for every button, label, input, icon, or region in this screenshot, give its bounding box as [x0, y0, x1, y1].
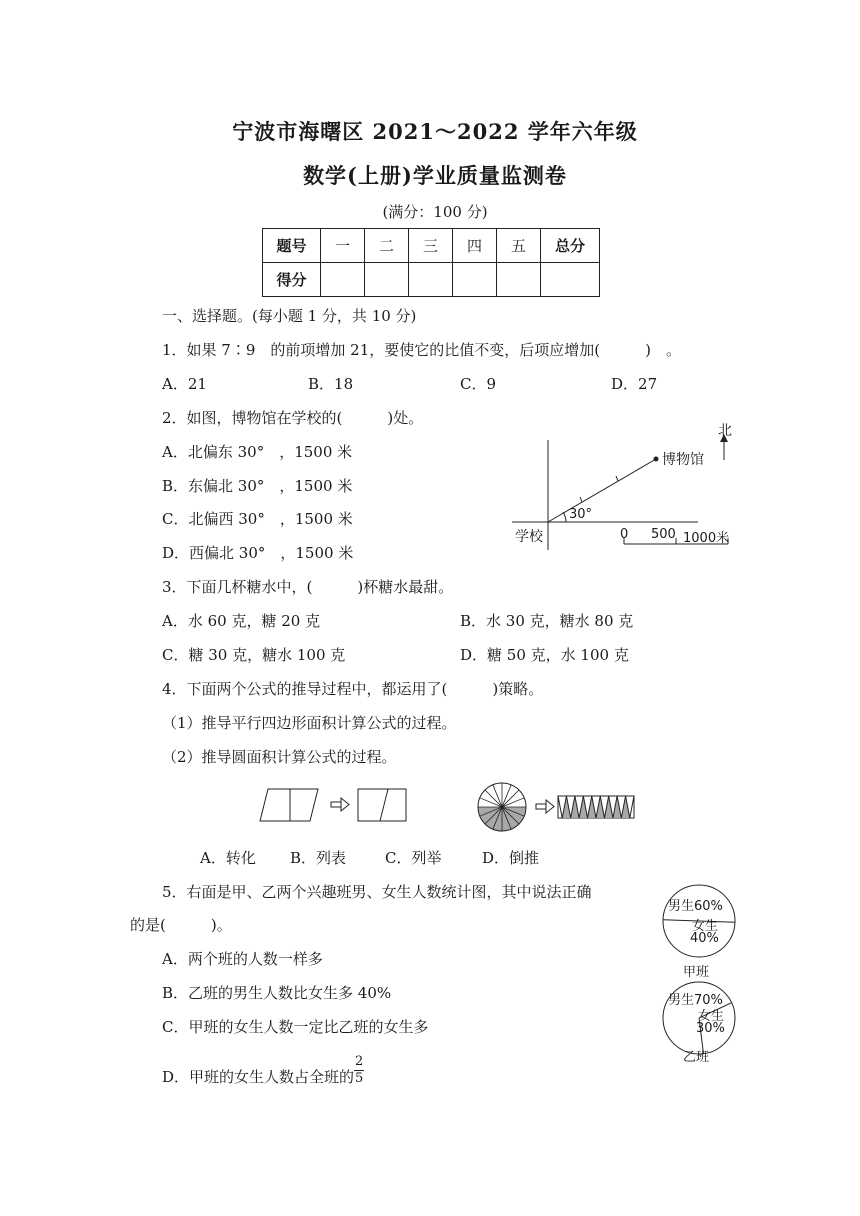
circle-transform-diagram: [474, 782, 644, 832]
q4-option-d[interactable]: D．倒推: [482, 849, 540, 867]
pie-jia-male-label: 男生60%: [668, 899, 723, 914]
tick-mark: [580, 497, 582, 502]
scale-label-0: 0: [620, 527, 629, 542]
table-cell: 四: [453, 229, 497, 263]
table-cell: 三: [409, 229, 453, 263]
pie-jia-female-label: 女生: [692, 919, 719, 934]
north-label: 北: [718, 423, 732, 439]
q2-stem: 2．如图，博物馆在学校的( )处。: [162, 409, 424, 427]
score-table-score-row: [263, 263, 600, 297]
score-input-cell[interactable]: [409, 263, 453, 297]
q4-stem: 4．下面两个公式的推导过程中，都运用了( )策略。: [162, 680, 544, 698]
table-cell: 总分: [541, 229, 600, 263]
q3-option-b[interactable]: B．水 30 克，糖水 80 克: [460, 612, 634, 630]
q5-stem-line-2: 的是( )。: [130, 916, 232, 934]
q3-option-c[interactable]: C．糖 30 克，糖水 100 克: [162, 646, 346, 664]
q5-option-c[interactable]: C．甲班的女生人数一定比乙班的女生多: [162, 1018, 429, 1036]
arrow-icon: [331, 798, 349, 811]
q2-option-c[interactable]: C．北偏西 30° ，1500 米: [162, 510, 353, 528]
table-cell: 得分: [263, 263, 321, 297]
q3-option-a[interactable]: A．水 60 克，糖 20 克: [162, 612, 321, 630]
pie-jia-female-pct: 40%: [690, 931, 719, 946]
q1-option-c[interactable]: C．9: [460, 375, 497, 393]
q4-option-b[interactable]: B．列表: [290, 849, 347, 867]
q1-stem: 1．如果 7∶9 的前项增加 21，要使它的比值不变，后项应增加( ) 。: [162, 341, 681, 359]
q5-option-d[interactable]: [162, 1053, 364, 1087]
q3-option-d[interactable]: D．糖 50 克，水 100 克: [460, 646, 629, 664]
scale-label-500: 500: [651, 527, 676, 542]
title-line-1: 宁波市海曙区 2021～2022 学年六年级: [232, 119, 638, 144]
pie-yi-female-pct: 30%: [696, 1021, 725, 1036]
q5-option-d-text: D．甲班的女生人数占全班的: [162, 1068, 355, 1086]
q1-option-d[interactable]: D．27: [611, 375, 658, 393]
pie-yi-male-label: 男生70%: [668, 993, 723, 1008]
rearranged-sectors: [558, 796, 634, 818]
q5-stem-line-1: 5．右面是甲、乙两个兴趣班男、女生人数统计图，其中说法正确: [162, 883, 592, 901]
q4-option-a[interactable]: A．转化: [200, 849, 256, 867]
fraction-numerator: 2: [355, 1053, 364, 1069]
q4-item-2: （2）推导圆面积计算公式的过程。: [162, 748, 397, 766]
q2-option-b[interactable]: B．东偏北 30° ，1500 米: [162, 477, 353, 495]
score-table-header-row: [263, 229, 600, 263]
pie-yi-name: 乙班: [683, 1050, 710, 1065]
table-cell: 一: [321, 229, 365, 263]
q4-option-c[interactable]: C．列举: [385, 849, 442, 867]
score-input-cell[interactable]: [497, 263, 541, 297]
parallelogram-transform-diagram: [258, 786, 418, 826]
fraction-denominator: 5: [355, 1070, 364, 1086]
school-label: 学校: [515, 529, 543, 545]
score-input-cell[interactable]: [321, 263, 365, 297]
divided-circle: [478, 783, 526, 831]
score-input-cell[interactable]: [453, 263, 497, 297]
q2-option-d[interactable]: D．西偏北 30° ，1500 米: [162, 544, 354, 562]
school-museum-line: [548, 459, 656, 522]
q4-item-1: （1）推导平行四边形面积计算公式的过程。: [162, 714, 457, 732]
section-1-heading: 一、选择题。(每小题 1 分，共 10 分): [162, 307, 417, 325]
angle-label: 30°: [569, 507, 593, 522]
table-cell: 五: [497, 229, 541, 263]
full-score-note: (满分：100 分): [382, 203, 488, 221]
q5-option-a[interactable]: A．两个班的人数一样多: [162, 950, 323, 968]
title-line-2: 数学(上册)学业质量监测卷: [303, 163, 567, 188]
angle-arc: [563, 512, 566, 522]
scale-label-1000: 1000米: [683, 531, 730, 546]
museum-point: [654, 457, 659, 462]
score-table: [262, 228, 600, 297]
parallelogram-shape: [260, 789, 318, 821]
museum-label: 博物馆: [662, 452, 704, 468]
score-input-cell[interactable]: [541, 263, 600, 297]
score-input-cell[interactable]: [365, 263, 409, 297]
rectangle-shape: [358, 789, 406, 821]
q3-stem: 3．下面几杯糖水中，( )杯糖水最甜。: [162, 578, 454, 596]
pie-yi-female-label: 女生: [698, 1009, 725, 1024]
q2-option-a[interactable]: A．北偏东 30° ，1500 米: [162, 443, 353, 461]
tick-mark: [616, 476, 618, 481]
fraction: [354, 1054, 364, 1087]
q1-option-a[interactable]: A．21: [162, 375, 207, 393]
q1-option-b[interactable]: B．18: [308, 375, 354, 393]
q5-option-b[interactable]: B．乙班的男生人数比女生多 40%: [162, 984, 392, 1002]
rectangle-divider-slant: [380, 789, 388, 821]
arrow-icon: [536, 800, 554, 813]
table-cell: 二: [365, 229, 409, 263]
table-cell: 题号: [263, 229, 321, 263]
pie-jia-name: 甲班: [683, 965, 710, 980]
